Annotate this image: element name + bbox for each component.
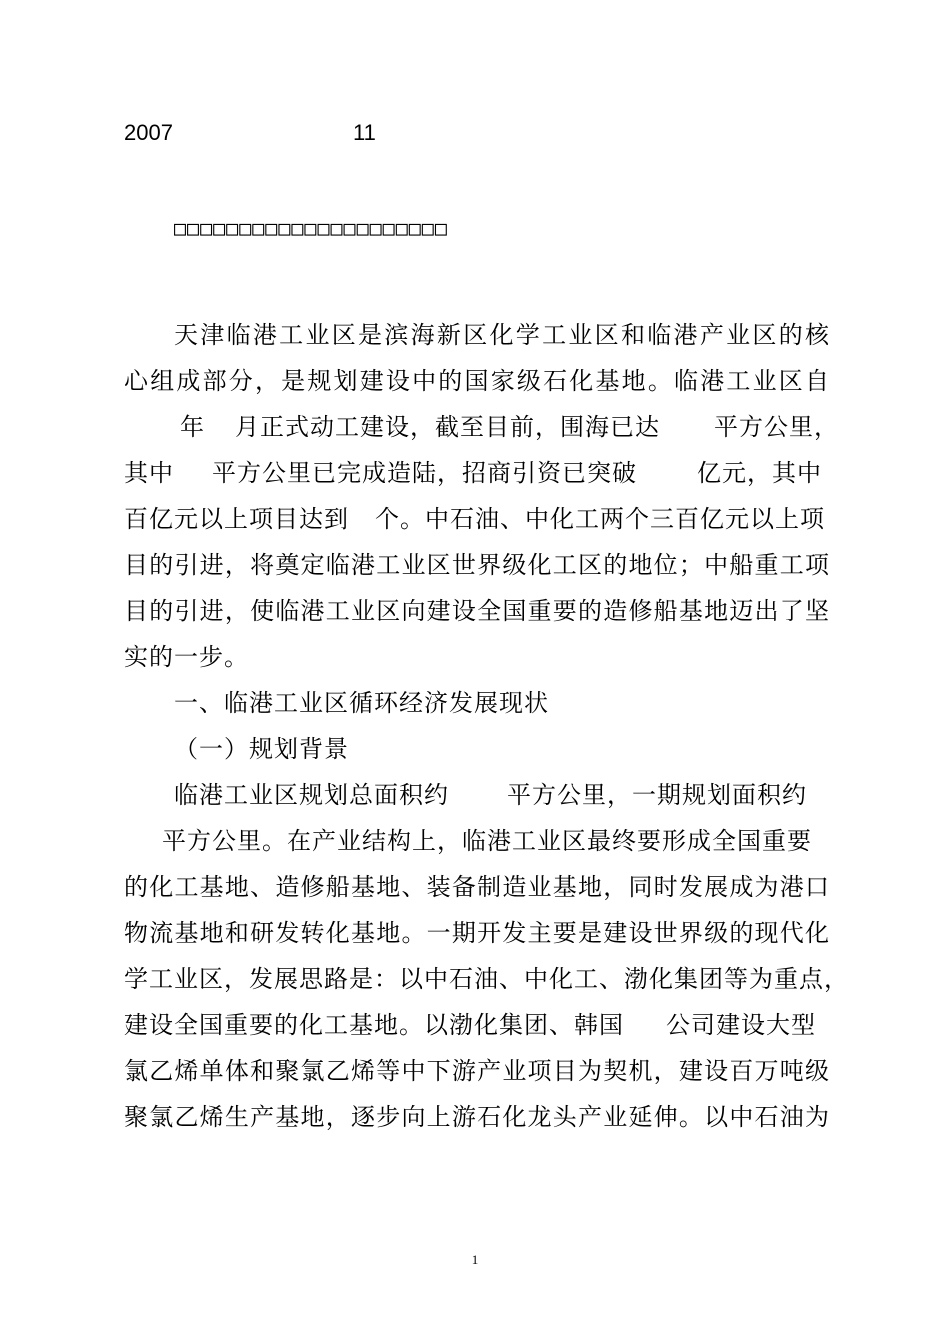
text-segment: 平方公里，一期规划面积约	[507, 781, 807, 809]
text-segment: 聚氯乙烯生产基地，逐步向上游石化龙头产业延伸。以中石油为	[124, 1103, 830, 1131]
text-segment: 公司建设大型	[666, 1011, 816, 1039]
text-line	[124, 450, 830, 496]
text-line	[124, 634, 830, 680]
text-line	[124, 404, 839, 450]
text-line	[124, 496, 830, 542]
text-segment: 平方公里，	[714, 413, 839, 441]
text-segment: 百亿元以上项目达到	[124, 505, 349, 533]
text-segment: 平方公里。在产业结构上，临港工业区最终要形成全国重要	[162, 827, 812, 855]
section-heading-text: 一、临港工业区循环经济发展现状	[174, 689, 549, 717]
text-line	[124, 542, 830, 588]
text-line	[124, 1002, 830, 1048]
text-segment: 氯乙烯单体和聚氯乙烯等中下游产业项目为契机，建设百万吨级	[124, 1057, 830, 1085]
garbled-title: □□□□□□□□□□□□□□□□□□□□□	[174, 216, 448, 240]
text-segment: 实的一步。	[124, 643, 249, 671]
text-segment: 月正式动工建设，截至目前，围海已达	[235, 413, 660, 441]
text-segment: 建设全国重要的化工基地。以渤化集团、韩国	[124, 1011, 624, 1039]
text-segment: 目的引进，将奠定临港工业区世界级化工区的地位；中船重工项	[124, 551, 830, 579]
text-line	[124, 956, 849, 1002]
header-year: 2007	[124, 120, 173, 145]
text-segment: 物流基地和研发转化基地。一期开发主要是建设世界级的现代化	[124, 919, 830, 947]
subsection-heading	[124, 726, 830, 772]
text-line	[124, 864, 830, 910]
body-text	[124, 312, 849, 1140]
text-segment: 心组成部分，是规划建设中的国家级石化基地。临港工业区自	[124, 367, 830, 395]
text-segment: 平方公里已完成造陆，招商引资已突破	[212, 459, 637, 487]
text-segment: 临港工业区规划总面积约	[174, 781, 449, 809]
text-segment: 亿元，其中	[697, 459, 822, 487]
subsection-heading-text: （一）规划背景	[174, 735, 349, 763]
text-line	[124, 910, 830, 956]
page-number: 1	[471, 1252, 479, 1267]
text-line	[124, 818, 830, 864]
text-segment: 个。中石油、中化工两个三百亿元以上项	[375, 505, 825, 533]
text-line	[124, 588, 830, 634]
text-line	[124, 1094, 830, 1140]
text-line	[124, 312, 830, 358]
header-number: 11	[353, 120, 376, 145]
text-segment: 天津临港工业区是滨海新区化学工业区和临港产业区的核	[174, 321, 830, 349]
text-line	[124, 358, 830, 404]
text-segment: 学工业区，发展思路是：以中石油、中化工、渤化集团等为重点，	[124, 965, 849, 993]
text-segment: 目的引进，使临港工业区向建设全国重要的造修船基地迈出了坚	[124, 597, 830, 625]
text-segment: 的化工基地、造修船基地、装备制造业基地，同时发展成为港口	[124, 873, 830, 901]
section-heading	[124, 680, 830, 726]
text-segment: 年	[180, 413, 205, 441]
text-segment: 其中	[124, 459, 174, 487]
text-line	[124, 1048, 830, 1094]
text-line	[124, 772, 830, 818]
